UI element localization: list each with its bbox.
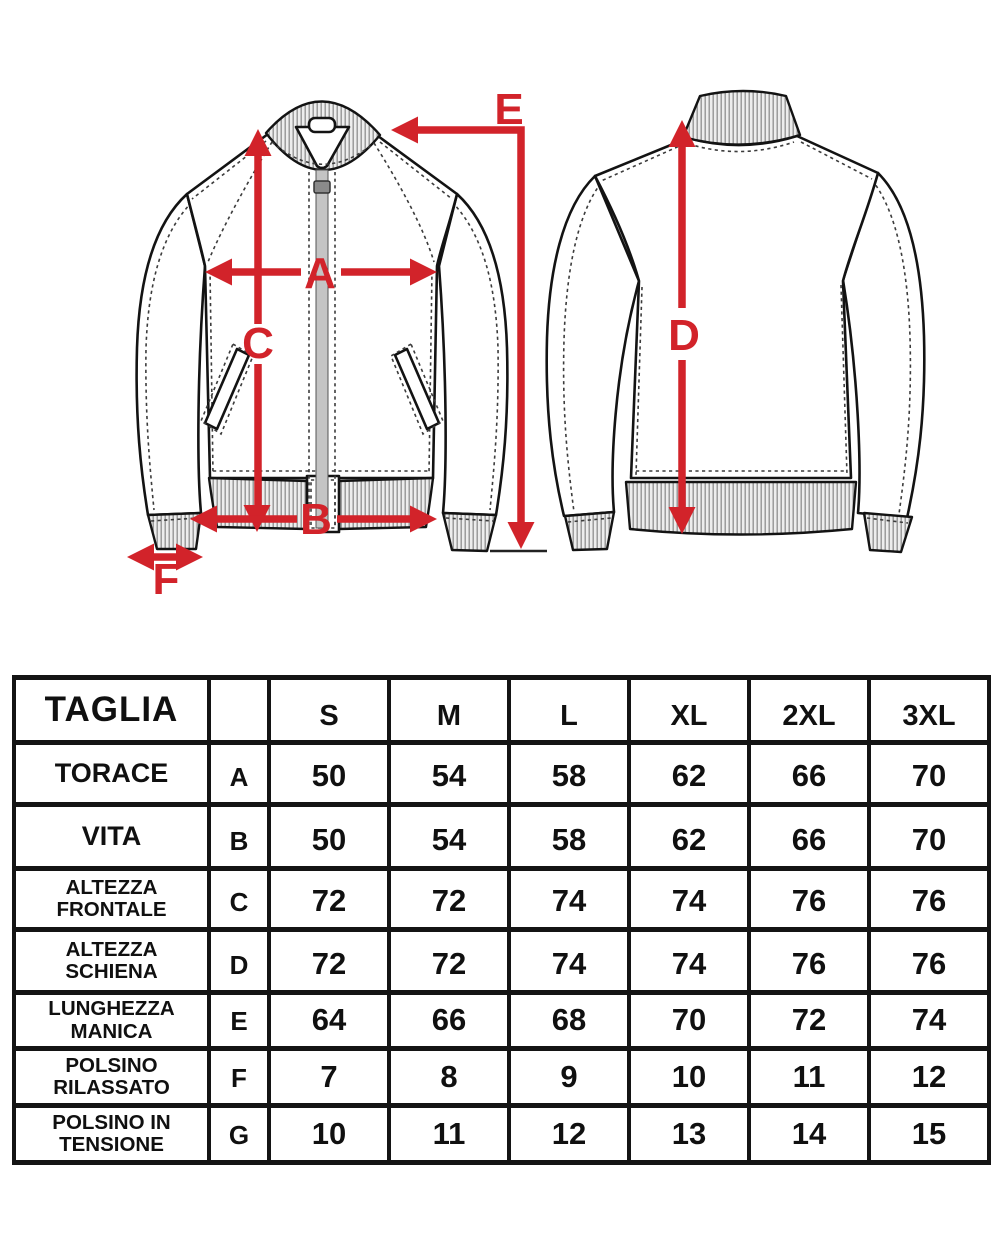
value-cell: 12 (869, 1049, 989, 1106)
measure-arrow-f (127, 544, 203, 605)
front-right-cuff (443, 513, 496, 551)
value-cell: 70 (869, 805, 989, 869)
value-cell: 76 (869, 869, 989, 930)
value-cell: 74 (869, 993, 989, 1049)
table-row (14, 993, 989, 1049)
size-header: S (269, 678, 389, 743)
value-cell: 76 (869, 930, 989, 993)
value-cell: 70 (629, 993, 749, 1049)
table-header-row (14, 678, 989, 743)
row-letter: C (209, 869, 269, 930)
row-label: POLSINO IN TENSIONE (14, 1106, 209, 1163)
value-cell: 13 (629, 1106, 749, 1163)
value-cell: 10 (629, 1049, 749, 1106)
back-collar (683, 91, 800, 145)
table-title-cell: TAGLIA (14, 678, 209, 743)
measure-label-d: D (668, 311, 700, 360)
value-cell: 7 (269, 1049, 389, 1106)
row-letter: A (209, 743, 269, 805)
size-header: L (509, 678, 629, 743)
row-label: TORACE (14, 743, 209, 805)
value-cell: 70 (869, 743, 989, 805)
table-row (14, 805, 989, 869)
size-header: M (389, 678, 509, 743)
value-cell: 10 (269, 1106, 389, 1163)
table-row (14, 1106, 989, 1163)
value-cell: 72 (269, 869, 389, 930)
value-cell: 50 (269, 805, 389, 869)
value-cell: 11 (749, 1049, 869, 1106)
size-header: 2XL (749, 678, 869, 743)
value-cell: 74 (509, 869, 629, 930)
table-row (14, 743, 989, 805)
value-cell: 72 (389, 869, 509, 930)
measure-label-c: C (242, 319, 274, 368)
row-letter: G (209, 1106, 269, 1163)
measure-label-a: A (304, 249, 336, 298)
measure-label-b: B (300, 495, 332, 544)
value-cell: 54 (389, 743, 509, 805)
value-cell: 72 (749, 993, 869, 1049)
value-cell: 74 (629, 869, 749, 930)
value-cell: 62 (629, 743, 749, 805)
row-label: ALTEZZA SCHIENA (14, 930, 209, 993)
measure-label-f: F (152, 555, 180, 604)
size-header: XL (629, 678, 749, 743)
table-row (14, 869, 989, 930)
value-cell: 58 (509, 805, 629, 869)
back-left-cuff (565, 512, 614, 550)
table-row (14, 930, 989, 993)
back-jacket-drawing (547, 91, 925, 552)
hanger-loop (309, 118, 335, 132)
value-cell: 14 (749, 1106, 869, 1163)
table-row (14, 1049, 989, 1106)
value-cell: 72 (389, 930, 509, 993)
front-jacket-drawing (137, 101, 508, 551)
size-header: 3XL (869, 678, 989, 743)
value-cell: 66 (389, 993, 509, 1049)
value-cell: 58 (509, 743, 629, 805)
value-cell: 50 (269, 743, 389, 805)
size-table (12, 675, 991, 1165)
row-letter: E (209, 993, 269, 1049)
value-cell: 74 (509, 930, 629, 993)
row-letter: F (209, 1049, 269, 1106)
value-cell: 15 (869, 1106, 989, 1163)
back-hem-rib (626, 482, 856, 535)
value-cell: 76 (749, 869, 869, 930)
value-cell: 64 (269, 993, 389, 1049)
value-cell: 11 (389, 1106, 509, 1163)
letter-column-header (209, 678, 269, 743)
measure-label-e: E (494, 85, 524, 134)
row-letter: D (209, 930, 269, 993)
value-cell: 9 (509, 1049, 629, 1106)
value-cell: 74 (629, 930, 749, 993)
value-cell: 66 (749, 743, 869, 805)
value-cell: 68 (509, 993, 629, 1049)
value-cell: 8 (389, 1049, 509, 1106)
value-cell: 54 (389, 805, 509, 869)
value-cell: 76 (749, 930, 869, 993)
value-cell: 62 (629, 805, 749, 869)
row-label: ALTEZZA FRONTALE (14, 869, 209, 930)
row-label: LUNGHEZZA MANICA (14, 993, 209, 1049)
back-right-cuff (864, 513, 912, 552)
row-label: VITA (14, 805, 209, 869)
row-letter: B (209, 805, 269, 869)
value-cell: 66 (749, 805, 869, 869)
value-cell: 12 (509, 1106, 629, 1163)
row-label: POLSINO RILASSATO (14, 1049, 209, 1106)
value-cell: 72 (269, 930, 389, 993)
